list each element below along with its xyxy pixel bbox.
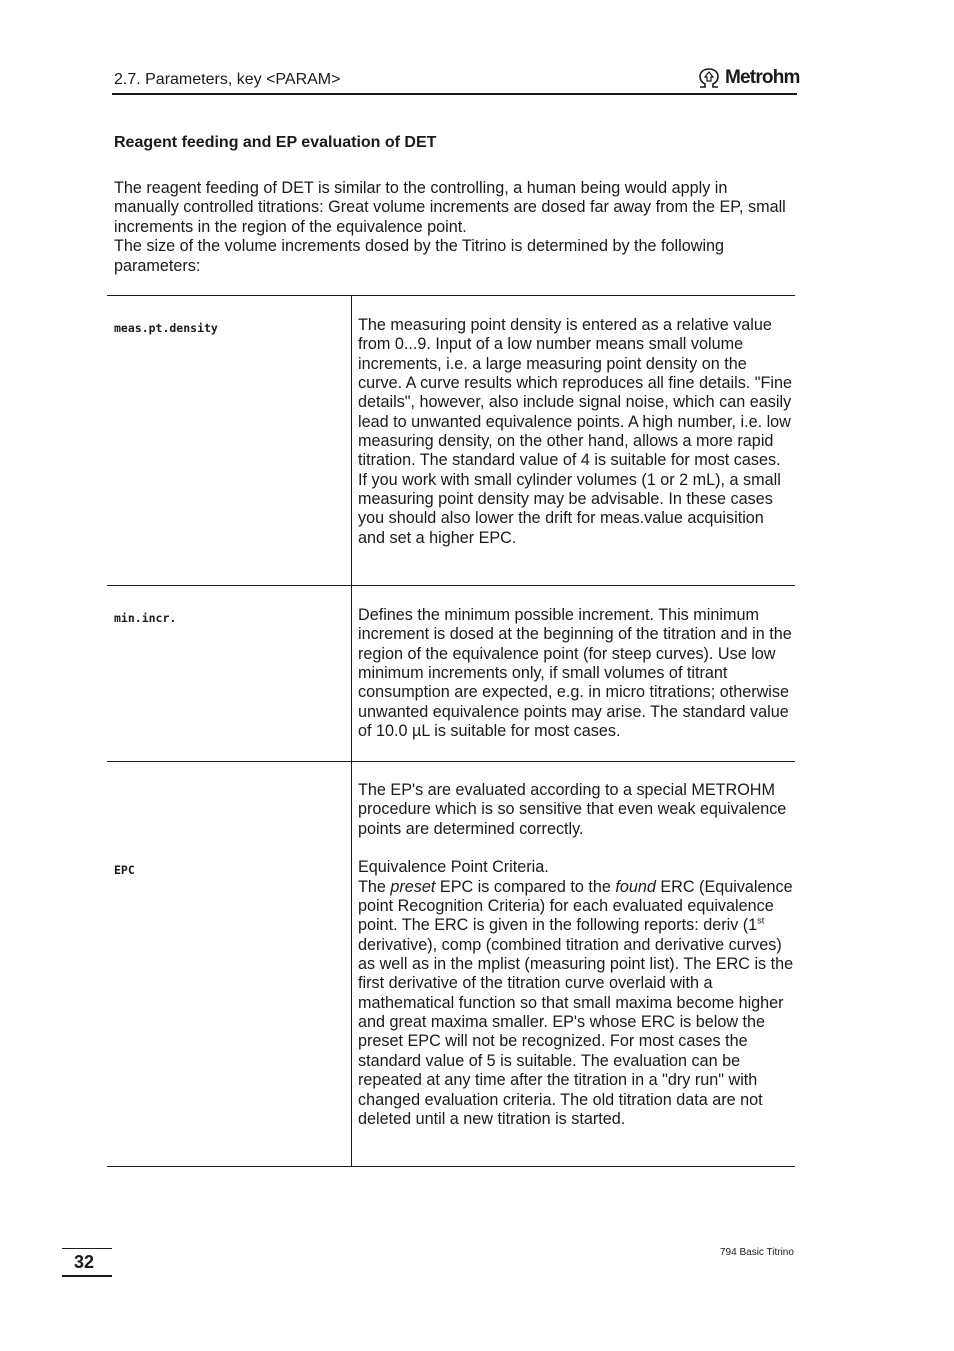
metrohm-logo (697, 66, 800, 90)
parameter-description (358, 296, 794, 548)
footer-rule (62, 1248, 112, 1249)
description-paragraph: Equivalence Point Criteria. (358, 858, 549, 877)
logo-text: Metrohm (725, 67, 800, 88)
metrohm-omega-icon (697, 67, 721, 89)
intro-paragraph: The reagent feeding of DET is similar to the controlling, a human being would apply in manually controlled titrations: Great volume increments are dosed far away from the EP, small increments in the region of the equivalence point. (114, 179, 786, 236)
parameter-name: meas.pt.density (114, 321, 218, 335)
column-divider (351, 296, 352, 585)
parameter-table (107, 295, 795, 1167)
description-paragraph: The preset EPC is compared to the found ERC (Equivalence point Recognition Criteria) for each evaluated equivalence point. The ERC is given in the following reports: deriv (1st derivative), comp (combined titration and derivative curves) as well as in the mplist (measuring point list). The ERC is the first derivative of the titration curve overlaid with a mathematical function so that small maxima become higher and great maxima smaller. EP's whose ERC is below the preset EPC will not be recognized. For most cases the standard value of 5 is suitable. The evaluation can be repeated at any time after the titration in a "dry run" with changed evaluation criteria. The old titration data are not deleted until a new titration is started. (358, 877, 794, 1128)
product-name: 794 Basic Titrino (720, 1247, 794, 1258)
intro-paragraph: The size of the volume increments dosed by the Titrino is determined by the following parameters: (114, 237, 725, 275)
page-number: 32 (74, 1252, 95, 1272)
column-divider (351, 586, 352, 761)
parameter-description (358, 762, 794, 1129)
parameter-name: EPC (114, 863, 135, 877)
table-row (107, 585, 795, 761)
parameter-name: min.incr. (114, 611, 177, 625)
description-paragraph: Defines the minimum possible increment. This minimum increment is dosed at the beginning of the titration and in the region of the equivalence point (for steep curves). Use low minimum increments only, if small volumes of titrant consumption are expected, e.g. in micro titrations; otherwise unwanted equivalence points may arise. The standard value of 10.0 µL is suitable for most cases. (358, 606, 792, 741)
table-row (107, 761, 795, 1167)
footer-rule (62, 1275, 112, 1277)
intro-text (114, 179, 794, 276)
running-header: 2.7. Parameters, key <PARAM> (114, 71, 341, 88)
section-title: Reagent feeding and EP evaluation of DET (114, 134, 437, 151)
column-divider (351, 762, 352, 1166)
description-paragraph: The EP's are evaluated according to a special METROHM procedure which is so sensitive that even weak equivalence points are determined correctly. (358, 781, 787, 838)
table-row (107, 295, 795, 585)
parameter-description (358, 586, 794, 741)
description-paragraph: If you work with small cylinder volumes (1 or 2 mL), a small measuring point density may be advisable. In these cases you should also lower the drift for meas.value acquisition and set a higher EPC. (358, 470, 781, 547)
description-paragraph: The measuring point density is entered as a relative value from 0...9. Input of a low number means small volume increments, i.e. a large measuring point density on the curve. A curve results which reproduces all fine details. "Fine details", however, also include signal noise, which can easily lead to unwanted equivalence points. A high number, i.e. low measuring density, on the other hand, allows a more rapid titration. The standard value of 4 is suitable for most cases. (358, 316, 793, 470)
header-rule (112, 93, 797, 95)
